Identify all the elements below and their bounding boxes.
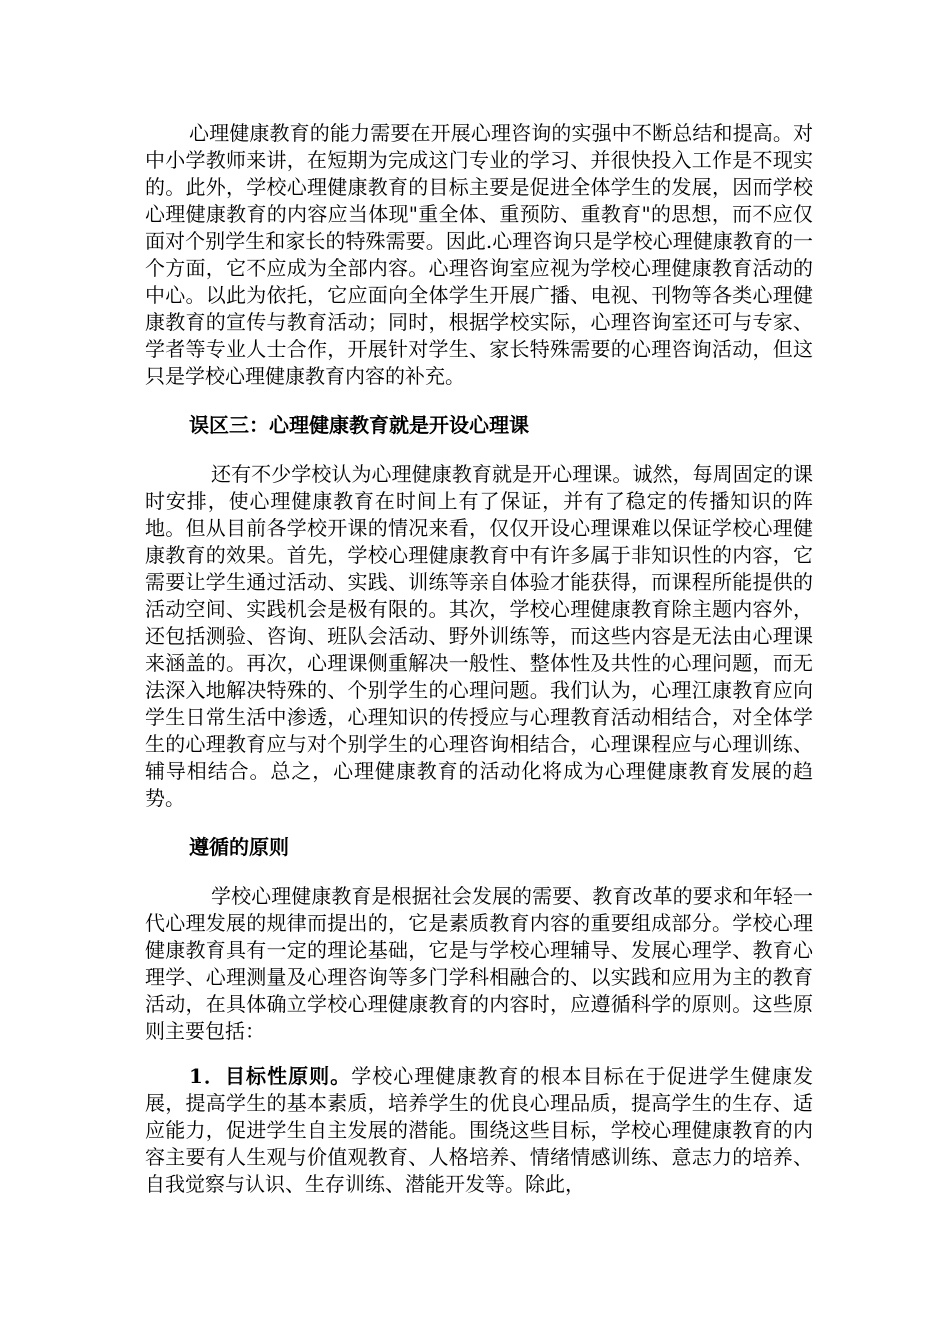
paragraph-principles-intro: 学校心理健康教育是根据社会发展的需要、教育改革的要求和年轻一代心理发展的规律而提出的，它是素质教育内容的重要组成部分。学校心理健康教育具有一定的理论基础，它是与学校心理辅导、发展心理学、教育心理学、心理测量及心理咨询等多门学科相融合的、以实践和应用为主的教育活动，在具体确立学校心理健康教育的内容时，应遵循科学的原则。这些原则主要包括： <box>145 884 813 1043</box>
paragraph-counseling-role: 心理健康教育的能力需要在开展心理咨询的实强中不断总结和提高。对中小学教师来讲，在短期为完成这门专业的学习、并很快投入工作是不现实的。此外，学校心理健康教育的目标主要是促进全体学生的发展，因而学校心理健康教育的内容应当体现"重全体、重预防、重教育"的思想，而不应仅面对个别学生和家长的特殊需要。因此.心理咨询只是学校心理健康教育的一个方面，它不应成为全部内容。心理咨询室应视为学校心理健康教育活动的中心。以此为依托，它应面向全体学生开展广播、电视、刊物等各类心理健康教育的宣传与教育活动；同时，根据学校实际，心理咨询室还可与专家、学者等专业人士合作，开展针对学生、家长特殊需要的心理咨询活动，但这只是学校心理健康教育内容的补充。 <box>145 121 813 388</box>
goal-principle-body: 学校心理健康教育的根本目标在于促进学生健康发展，提高学生的基本素质，培养学生的优良心理品质，提高学生的生存、适应能力，促进学生自主发展的潜能。围绕这些目标，学校心理健康教育的内容主要有人生观与价值观教育、人格培养、情绪情感训练、意志力的培养、自我觉察与认识、生存训练、潜能开发等。除此， <box>145 1064 813 1196</box>
paragraph-goal-principle <box>145 1063 813 1198</box>
heading-misconception-three: 误区三：心理健康教育就是开设心理课 <box>189 413 529 437</box>
paragraph-psychology-class: 还有不少学校认为心理健康教育就是开心理课。诚然，每周固定的课时安排，使心理健康教育在时间上有了保证，并有了稳定的传播知识的阵地。但从目前各学校开课的情况来看，仅仅开设心理课难以保证学校心理健康教育的效果。首先，学校心理健康教育中有许多属于非知识性的内容，它需要让学生通过活动、实践、训练等亲自体验才能获得，而课程所能提供的活动空间、实践机会是极有限的。其次，学校心理健康教育除主题内容外，还包括测验、咨询、班队会活动、野外训练等，而这些内容是无法由心理课来涵盖的。再次，心理课侧重解决一般性、整体性及共性的心理问题，而无法深入地解决特殊的、个别学生的心理问题。我们认为，心理江康教育应向学生日常生活中渗透，心理知识的传授应与心理教育活动相结合，对全体学生的心理教育应与对个别学生的心理咨询相结合，心理课程应与心理训练、辅导相结合。总之，心理健康教育的活动化将成为心理健康教育发展的趋势。 <box>145 462 813 810</box>
goal-principle-lead: 1．目标性原则。 <box>189 1064 352 1088</box>
heading-principles: 遵循的原则 <box>189 835 289 859</box>
document-page <box>145 120 813 1198</box>
